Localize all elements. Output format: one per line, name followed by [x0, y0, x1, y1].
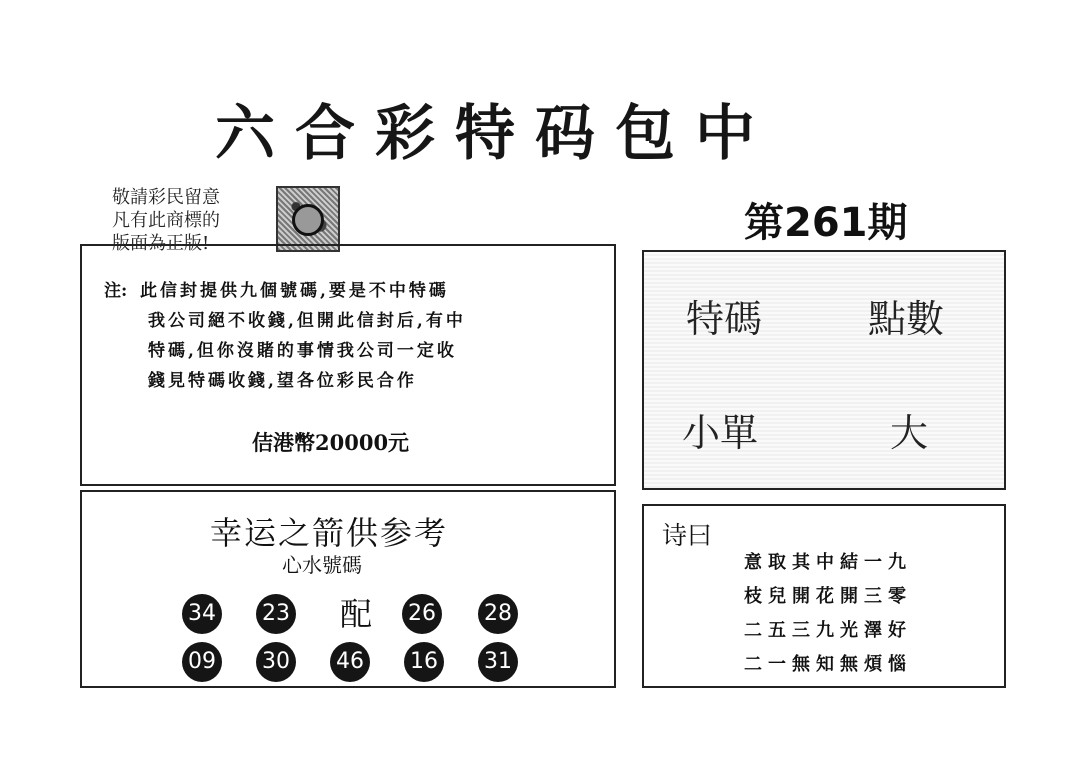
envelope-notice-box — [80, 244, 616, 486]
number-ball: 16 — [404, 642, 444, 682]
note-lines — [140, 276, 610, 396]
trademark-stamp-icon — [276, 186, 340, 252]
number-ball: 34 — [182, 594, 222, 634]
poem-title: 诗曰 — [662, 521, 713, 550]
value-small-odd: 小單 — [682, 411, 759, 455]
note-line: 特碼,但你沒賭的事情我公司一定收 — [148, 341, 457, 361]
label-special-code: 特碼 — [686, 297, 763, 341]
number-ball: 46 — [330, 642, 370, 682]
poem-line: 意取其中結一九 — [744, 552, 912, 573]
poem-line: 二一無知無煩惱 — [744, 654, 912, 675]
issue-number: 第261期 — [744, 200, 908, 246]
lucky-title: 幸运之箭供参考 — [210, 514, 449, 552]
note-line: 此信封提供九個號碼,要是不中特碼 — [140, 281, 449, 301]
lucky-numbers-box — [80, 490, 616, 688]
number-ball: 30 — [256, 642, 296, 682]
page-title: 六合彩特码包中 — [215, 99, 775, 169]
wheel-icon — [292, 204, 324, 236]
note-line: 我公司絕不收錢,但開此信封后,有中 — [148, 311, 466, 331]
notice-line: 凡有此商標的 — [112, 210, 220, 231]
special-code-box — [642, 250, 1006, 490]
number-ball: 09 — [182, 642, 222, 682]
pei-label: 配 — [339, 595, 372, 633]
number-ball: 31 — [478, 642, 518, 682]
label-points: 點數 — [868, 297, 945, 341]
note-lead: 注: — [104, 281, 128, 301]
value-big: 大 — [890, 411, 929, 455]
poem-box — [642, 504, 1006, 688]
note-line: 錢見特碼收錢,望各位彩民合作 — [148, 371, 417, 391]
number-ball: 26 — [402, 594, 442, 634]
lucky-subtitle: 心水號碼 — [282, 553, 362, 577]
notice-line: 版面為正版! — [112, 233, 210, 254]
poem-line: 枝兒開花開三零 — [744, 586, 912, 607]
number-ball: 28 — [478, 594, 518, 634]
poem-lines — [744, 546, 994, 682]
number-ball: 23 — [256, 594, 296, 634]
price-text: 佶港幣20000元 — [252, 430, 410, 455]
notice-line: 敬請彩民留意 — [112, 187, 220, 208]
poem-line: 二五三九光澤好 — [744, 620, 912, 641]
